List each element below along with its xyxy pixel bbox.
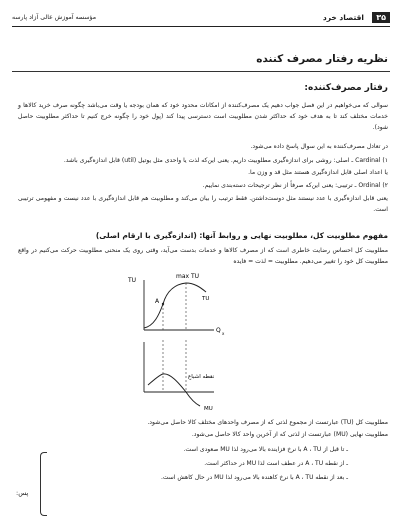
- paragraph-total-utility: مطلوبیت کل احساس رضایت خاطری است که از مصرف کالاها و خدمات بدست می‌آید، وقتی روی یک منحنی مطلوبیت حرکت می‌کنیم در واقع مطلوبیت کل خود را تغییر می‌دهیم. مطلوبیت = لذت = فایده: [18, 247, 388, 265]
- chapter-title: نظریه رفتار مصرف کننده: [256, 53, 388, 65]
- publisher-name: مؤسسه آموزش عالی آزاد پارسه: [12, 14, 97, 21]
- title-divider: [12, 71, 390, 72]
- list-item-ordinal: ۲) Ordinal ـ ترتیبی: یعنی این‌که صرفاً از نظر ترجیحات دسته‌بندی نماییم.: [202, 182, 388, 189]
- point-a-label: A: [155, 298, 160, 305]
- max-tu-label: max TU: [176, 273, 200, 280]
- bullet-after-a: ـ بعد از نقطه A ، TU با نرخ کاهنده بالا می‌رود لذا MU در حال کاهش است.: [160, 474, 348, 481]
- summary-brace: [40, 452, 47, 516]
- summary-label: پس:: [16, 489, 29, 497]
- page-number: ۳۵: [372, 12, 390, 23]
- tu-axis-label: TU: [128, 277, 137, 284]
- section-heading-consumer-behavior: رفتار مصرف‌کننده:: [304, 83, 388, 93]
- saturation-label: نقطه اشباع: [188, 374, 215, 380]
- mu-curve-label: MU: [204, 406, 213, 412]
- definition-tu: مطلوبیت کل (TU) عبارتست از مجموع لذتی که از مصرف واحدهای مختلف کالا حاصل می‌شود.: [147, 419, 388, 426]
- tu-curve: [144, 283, 206, 328]
- paragraph-intro: سوالی که می‌خواهیم در این فصل جواب دهیم یک مصرف‌کننده از امکانات محدود خود که همان بودجه یا وقت می‌باشد چگونه صرف خرید کالاها و خدمات مختلف کند تا به هدف خود که حداکثر شدن مطلوبیت است دسترسی پیدا کند (پول خود را چگونه خرج کنیم تا حداکثر مطلوبیت حاصل شود).: [18, 102, 388, 131]
- page-header: [12, 12, 390, 27]
- paragraph-equilibrium: در تعادل مصرف‌کننده به این سوال پاسخ داده می‌شود.: [250, 143, 388, 150]
- bullet-before-a: ـ تا قبل از A ، TU با نرخ فزاینده بالا می‌رود لذا MU صعودی است.: [183, 446, 348, 453]
- list-item-cardinal-cont: یا اعداد اصلی قابل اندازه‌گیری هستند مثل قد و وزن ما.: [248, 169, 388, 176]
- q-axis-subscript: x: [222, 331, 225, 336]
- definition-mu: مطلوبیت نهایی (MU) عبارتست از لذتی که از آخرین واحد کالا حاصل می‌شود.: [191, 431, 388, 438]
- list-item-cardinal: ۱) Cardinal ـ اصلی: روشی برای اندازه‌گیری مطلوبیت داریم. یعنی این‌که لذت یا واحدی مثل یوتیل (util) قابل اندازه‌گیری باشد.: [63, 157, 388, 164]
- list-item-ordinal-cont: یعنی قابل اندازه‌گیری با عدد نیستند مثل دوست‌داشتن. فقط ترتیب را بیان می‌کند و مطلوبیت هم قابل اندازه‌گیری با عدد نیست و مفهومی ترتیبی است.: [18, 195, 388, 213]
- book-title: اقتصاد خرد: [322, 13, 364, 22]
- q-axis-label: Q: [216, 327, 221, 334]
- tu-curve-label: TU: [202, 296, 210, 302]
- tu-mu-diagram: [126, 270, 241, 412]
- bullet-at-a: ـ از نقطه A ، TU در عطف است لذا MU در حداکثر است.: [204, 460, 348, 467]
- section-heading-utility: مفهوم مطلوبیت کل، مطلوبیت نهایی و روابط آنها: (اندازه‌گیری با ارقام اصلی): [95, 231, 388, 240]
